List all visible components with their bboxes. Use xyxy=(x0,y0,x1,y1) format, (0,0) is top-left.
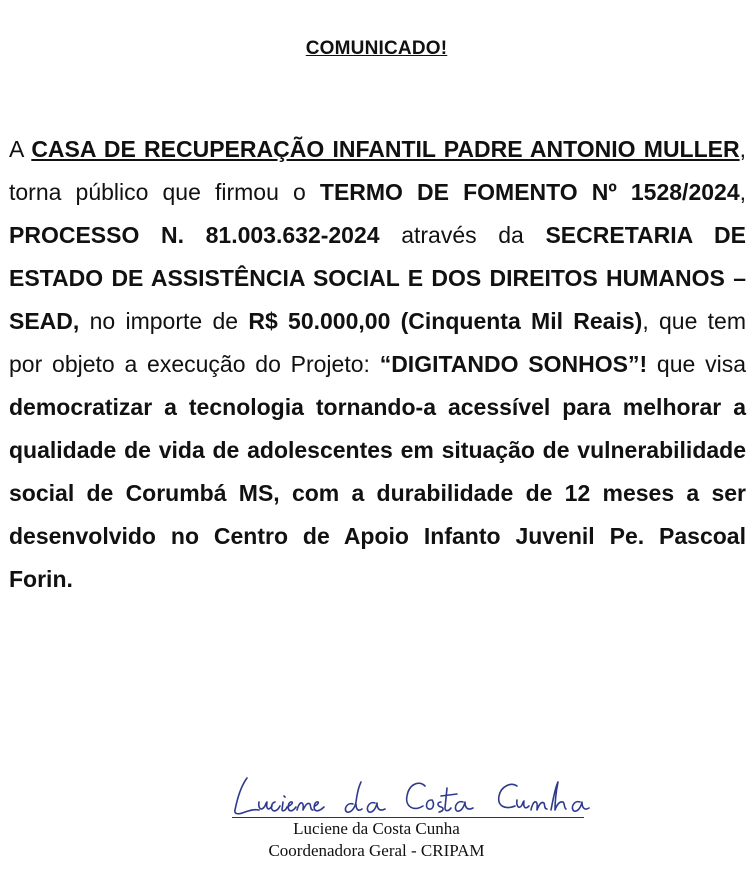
text-segment: , que tem por objeto a execução do Projeto: xyxy=(9,308,747,377)
text-segment: , torna público que firmou o xyxy=(9,136,746,205)
handwritten-signature xyxy=(225,772,595,822)
secretaria-name: SECRETARIA DE ESTADO DE ASSISTÊNCIA SOCIAL E DOS DIREITOS HUMANOS – SEAD, xyxy=(9,222,746,334)
signatory-role: Coordenadora Geral - CRIPAM xyxy=(268,841,485,860)
document-title: COMUNICADO! xyxy=(305,38,448,59)
project-name: “DIGITANDO SONHOS”! xyxy=(379,351,648,377)
announcement-body xyxy=(9,128,746,601)
text-segment: que visa xyxy=(647,351,746,377)
signatory-name: Luciene da Costa Cunha xyxy=(293,819,460,838)
text-segment: , xyxy=(739,179,746,205)
funding-amount: R$ 50.000,00 (Cinquenta Mil Reais) xyxy=(248,308,643,334)
processo-number: PROCESSO N. 81.003.632-2024 xyxy=(9,222,380,248)
project-objective: democratizar a tecnologia tornando-a acessível para melhorar a qualidade de vida de adolescentes em situação de vulnerabilidade social de Corumbá MS, com a durabilidade de 12 meses a ser desenvolvido no Centro de Apoio Infanto Juvenil Pe. Pascoal Forin. xyxy=(9,394,746,592)
text-segment: através da xyxy=(379,222,546,248)
text-segment: A xyxy=(9,136,32,162)
organization-name: CASA DE RECUPERAÇÃO INFANTIL PADRE ANTONIO MULLER xyxy=(31,136,740,162)
text-segment: no importe de xyxy=(79,308,249,334)
termo-fomento: TERMO DE FOMENTO Nº 1528/2024 xyxy=(319,179,740,205)
